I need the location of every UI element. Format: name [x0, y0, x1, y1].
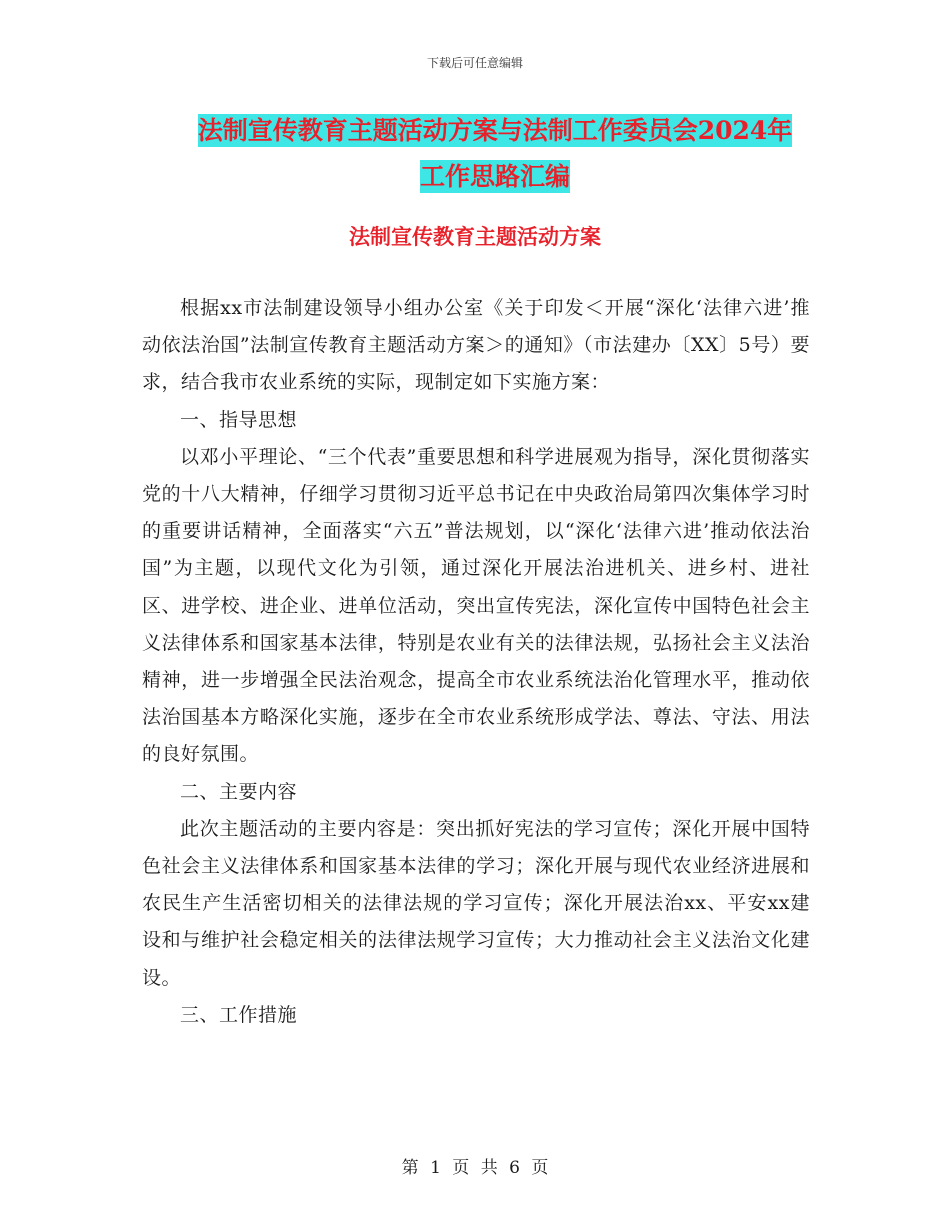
guiding-ideology-paragraph: 以邓小平理论、“三个代表”重要思想和科学进展观为指导，深化贯彻落实党的十八大精神，仔细学习贯彻习近平总书记在中央政治局第四次集体学习时的重要讲话精神，全面落实“六五”普法规划，以“深化‘法律六进’推动依法治国”为主题，以现代文化为引领，通过深化开展法治进机关、进乡村、进社区、进学校、进企业、进单位活动，突出宣传宪法，深化宣传中国特色社会主义法律体系和国家基本法律，特别是农业有关的法律法规，弘扬社会主义法治精神，进一步增强全民法治观念，提高全市农业系统法治化管理水平，推动依法治国基本方略深化实施，逐步在全市农业系统形成学法、尊法、守法、用法的良好氛围。	[142, 445, 810, 766]
heading-work-measures: 三、工作措施	[180, 1003, 298, 1026]
page-number-footer: 第 1 页 共 6 页	[401, 1158, 549, 1178]
document-title	[140, 108, 850, 200]
intro-paragraph: 根据xx市法制建设领导小组办公室《关于印发＜开展“深化‘法律六进’推动依法治国”法制宣传教育主题活动方案＞的通知》（市法建办〔XX〕5号）要求，结合我市农业系统的实际，现制定如下实施方案：	[142, 297, 810, 394]
document-title-line-1: 法制宣传教育主题活动方案与法制工作委员会2024年	[197, 116, 793, 145]
document-title-line-2: 工作思路汇编	[419, 162, 570, 191]
main-content-paragraph: 此次主题活动的主要内容是：突出抓好宪法的学习宣传；深化开展中国特色社会主义法律体系和国家基本法律的学习；深化开展与现代农业经济进展和农民生产生活密切相关的法律法规的学习宣传；深化开展法治xx、平安xx建设和与维护社会稳定相关的法律法规学习宣传；大力推动社会主义法治文化建设。	[142, 817, 810, 989]
page-header-note: 下载后可任意编辑	[426, 56, 523, 70]
heading-guiding-ideology: 一、指导思想	[180, 408, 298, 431]
heading-main-content: 二、主要内容	[180, 780, 298, 803]
section-title: 法制宣传教育主题活动方案	[349, 224, 601, 249]
document-body	[142, 290, 810, 1034]
